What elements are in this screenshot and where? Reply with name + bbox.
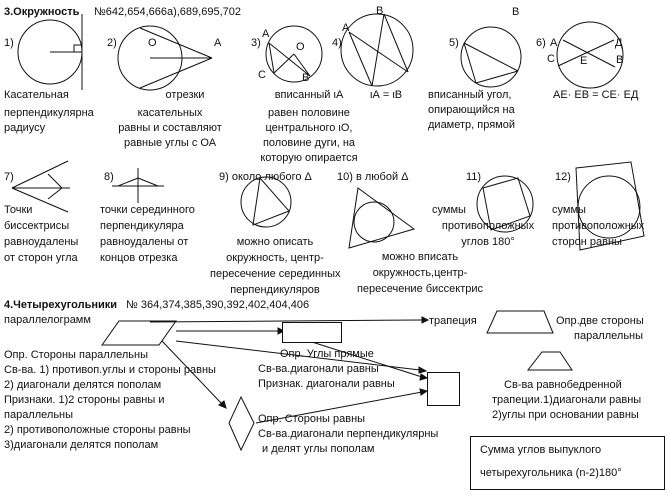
item-7-line: от сторон угла — [4, 252, 78, 264]
rhombus-line: и делят углы пополам — [262, 443, 375, 455]
label-b6: В — [616, 54, 624, 66]
item-8-number: 8) — [104, 171, 114, 183]
item-7-line: равноудалены — [4, 236, 79, 248]
figure-1-tangent — [18, 14, 82, 90]
item-2-number: 2) — [107, 37, 117, 49]
item-7-line: биссектрисы — [4, 220, 70, 232]
label-b3: В — [302, 72, 310, 84]
item-2-line: равные углы с ОА — [123, 137, 217, 149]
item-12-line: сторон равны — [552, 236, 622, 248]
rhombus-shape — [229, 397, 254, 450]
item-5-line: опирающийся на — [428, 104, 515, 116]
item-1-number: 1) — [4, 37, 14, 49]
item-11-caption — [428, 203, 548, 250]
item-9-line: окружность, центр- — [226, 252, 324, 264]
item-5-line: диаметр, прямой — [428, 119, 515, 131]
item-4-caption: ιА = ιВ — [370, 89, 403, 101]
rectangle-line: Св-ва.диагонали равны — [258, 363, 379, 375]
label-a6: А — [550, 37, 558, 49]
rhombus-properties — [258, 412, 438, 457]
item-9-line: перпендикуляров — [230, 284, 320, 296]
item-7-caption — [4, 203, 78, 266]
item-8-line: точки серединного — [100, 204, 195, 216]
item-5-line: вписанный угол, — [428, 89, 512, 101]
isosceles-trapezoid-line: Св-ва равнобедренной — [504, 379, 622, 391]
item-9-caption — [210, 235, 340, 298]
label-a3: А — [262, 28, 270, 40]
item-8-caption — [100, 203, 195, 266]
item-11-line: противоположных — [441, 220, 535, 232]
circle-section-heading: 3.Окружность — [4, 6, 80, 18]
item-4-number: 4) — [332, 37, 342, 49]
trapezoid-title: трапеция — [429, 315, 477, 327]
parallelogram-line: параллельны — [4, 409, 74, 421]
item-3-line: вписанный ιА — [274, 89, 344, 101]
parallelogram-title: параллелограмм — [4, 314, 91, 326]
rectangle-properties — [258, 347, 395, 392]
item-11-line: суммы — [432, 204, 466, 216]
item-1-line: Касательная — [4, 89, 69, 101]
parallelogram-line: Признаки. 1)2 стороны равны и — [4, 394, 165, 406]
figure-8-perp-bisector — [112, 168, 164, 203]
rectangle-line: Признак. диагонали равны — [258, 378, 395, 390]
item-10-line: окружность,центр- — [372, 267, 468, 279]
circle-section-corner-letter: В — [512, 6, 520, 18]
label-c6: С — [547, 53, 555, 65]
item-6-caption: АЕ· ЕВ = СЕ· ЕД — [553, 89, 639, 101]
item-9-line: пересечение серединных — [210, 268, 341, 280]
item-9-line: можно описать — [236, 236, 314, 248]
item-2-line: касательных — [137, 107, 203, 119]
rectangle-line: Опр. Углы прямые — [280, 348, 374, 360]
quad-section-heading: 4.Четырехугольники — [4, 299, 118, 311]
item-9-number: 9) около любого Δ — [219, 171, 312, 183]
item-3-line: половине дуги, на — [262, 137, 356, 149]
item-10-line: пересечение биссектрис — [356, 283, 484, 295]
figure-5-diameter-angle — [461, 27, 521, 87]
quad-section-tasks: № 364,374,385,390,392,402,404,406 — [126, 299, 310, 311]
item-3-caption — [244, 88, 374, 166]
item-11-line: углов 180° — [461, 236, 515, 248]
item-2-line: отрезки — [165, 89, 205, 101]
figure-6-intersecting-chords — [557, 22, 623, 88]
trapezoid-properties — [556, 314, 644, 344]
figure-3-inscribed-angle — [266, 26, 322, 82]
parallelogram-line: 2) диагонали делятся пополам — [4, 379, 162, 391]
parallelogram-line: Опр. Стороны параллельны — [4, 349, 149, 361]
item-3-line: центрального ιО, — [265, 122, 353, 134]
item-2-line: равны и составляют — [118, 122, 222, 134]
item-6-number: 6) — [536, 37, 546, 49]
isosceles-trapezoid-properties — [492, 378, 641, 423]
parallelogram-line: 2) противоположные стороны равны — [4, 424, 191, 436]
angle-sum-line: четырехугольника (n-2)180° — [480, 467, 622, 479]
item-3-line: которую опирается — [260, 152, 358, 164]
parallelogram-shape — [102, 321, 176, 345]
trapezoid-shape — [487, 311, 553, 333]
trapezoid-line: параллельны — [574, 330, 644, 342]
item-1-line: радиусу — [4, 122, 46, 134]
item-12-caption — [552, 203, 644, 250]
label-a2: А — [214, 37, 222, 49]
figure-4-equal-angles — [341, 14, 413, 86]
parallelogram-line: 3)диагонали делятся пополам — [4, 439, 159, 451]
label-o2: О — [148, 37, 157, 49]
figure-10-incircle — [349, 188, 414, 248]
item-12-line: суммы — [552, 204, 586, 216]
item-3-number: 3) — [251, 37, 261, 49]
item-11-number: 11) — [466, 171, 482, 183]
label-a4: А — [342, 22, 350, 34]
parallelogram-properties — [4, 348, 216, 453]
trapezoid-line: Опр.две стороны — [556, 315, 644, 327]
item-7-line: Точки — [4, 204, 33, 216]
label-c3: С — [258, 69, 266, 81]
label-e6: Е — [580, 55, 588, 67]
label-b4: В — [376, 5, 384, 17]
item-12-line: противоположных — [552, 220, 645, 232]
isosceles-trapezoid-line: трапеции.1)диагонали равны — [492, 394, 642, 406]
item-10-number: 10) в любой Δ — [337, 171, 409, 183]
item-1-line: перпендикулярна — [4, 107, 94, 119]
rhombus-line: Опр. Стороны равны — [258, 413, 366, 425]
label-o3: О — [296, 41, 305, 53]
rhombus-line: Св-ва.диагонали перпендикулярны — [258, 428, 439, 440]
isosceles-trapezoid-shape — [528, 352, 572, 370]
angle-sum-text — [480, 443, 622, 481]
item-12-number: 12) — [555, 171, 571, 183]
item-10-caption — [340, 250, 500, 297]
parallelogram-line: Св-ва. 1) противоп.углы и стороны равны — [4, 364, 216, 376]
item-1-caption — [4, 88, 94, 136]
isosceles-trapezoid-line: 2)углы при основании равны — [492, 409, 639, 421]
item-8-line: равноудалены от — [100, 236, 189, 248]
item-3-line: равен половине — [268, 107, 350, 119]
item-5-number: 5) — [449, 37, 459, 49]
circle-section-tasks: №642,654,666а),689,695,702 — [94, 6, 241, 18]
rectangle-shape — [282, 322, 342, 343]
figure-2-tangent-segments — [118, 26, 212, 90]
square-shape — [427, 372, 460, 406]
item-7-number: 7) — [4, 171, 14, 183]
item-8-line: перпендикуляра — [100, 220, 184, 232]
label-d6: Д — [615, 37, 623, 49]
angle-sum-line: Сумма углов выпуклого — [480, 444, 602, 456]
item-10-line: можно вписать — [381, 251, 459, 263]
item-5-caption — [428, 88, 515, 133]
item-8-line: концов отрезка — [100, 252, 178, 264]
item-2-caption — [100, 88, 240, 151]
